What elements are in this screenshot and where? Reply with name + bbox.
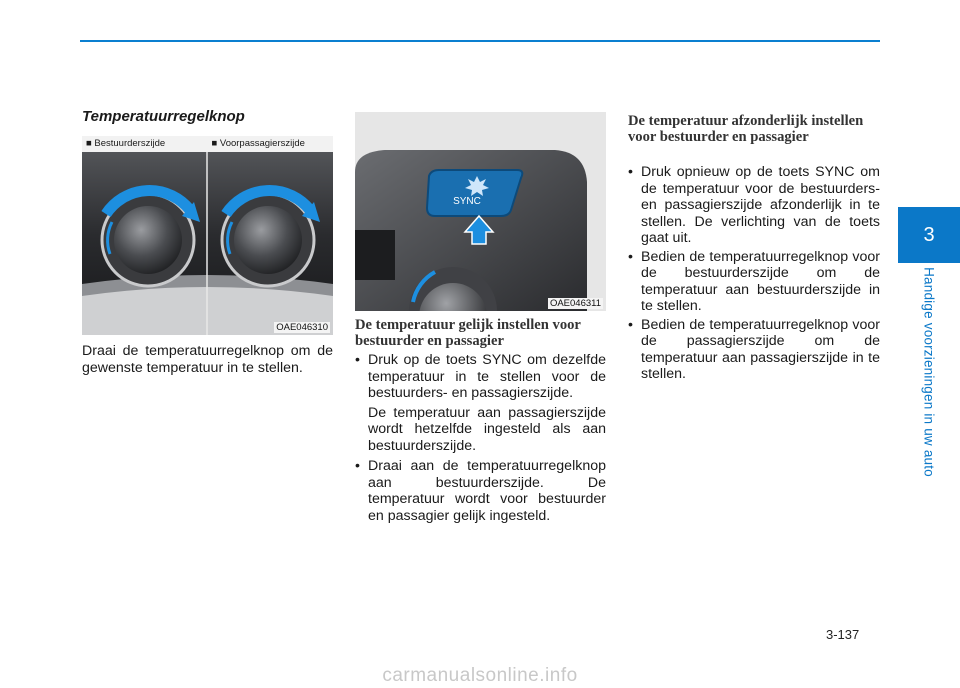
legend-driver-side: ■ Bestuurderszijde bbox=[86, 138, 166, 149]
list-item: • Bedien de temperatuurregelknop voor de bestuurderszijde om de temperatuur aan bestuurderszijde in te stellen. bbox=[628, 249, 880, 315]
list-item: • Bedien de temperatuurregelknop voor de passagierszijde om de temperatuur aan passagierszijde in te stellen. bbox=[628, 317, 880, 383]
chapter-label-text: Handige voorzieningen in uw auto bbox=[921, 267, 937, 477]
figure-sync-button bbox=[355, 112, 606, 311]
sync-same-text bbox=[355, 352, 606, 526]
knobs-illustration bbox=[82, 136, 333, 335]
chapter-side-label bbox=[917, 266, 941, 478]
sync-separate-text bbox=[628, 164, 880, 385]
list-item: • Draai aan de temperatuurregelknop aan bestuurderszijde. De temperatuur wordt voor bestuurder en passagier gelijk ingesteld. bbox=[355, 458, 606, 524]
heading-sync-separate: De temperatuur afzonderlijk instellen voor bestuurder en passagier bbox=[628, 113, 864, 145]
legend-passenger-side: ■ Voorpassagierszijde bbox=[211, 138, 305, 149]
figure-temperature-knobs bbox=[82, 136, 333, 335]
chapter-tab bbox=[898, 207, 960, 263]
figure-legend bbox=[82, 136, 333, 152]
figure-code: OAE046311 bbox=[549, 298, 601, 309]
list-item: • Druk op de toets SYNC om dezelfde temperatuur in te stellen voor de bestuurders- en passagierszijde. bbox=[355, 352, 606, 402]
figure-code: OAE046310 bbox=[276, 322, 328, 333]
heading-sync-same: De temperatuur gelijk instellen voor bestuurder en passagier bbox=[355, 317, 581, 349]
list-item: • Druk opnieuw op de toets SYNC om de temperatuur voor de bestuurders- en passagierszijde afzonderlijk in te stellen. De verlichting van de toets gaat uit. bbox=[628, 164, 880, 247]
sync-illustration bbox=[355, 112, 606, 311]
chapter-number: 3 bbox=[923, 223, 935, 246]
list-item-note: De temperatuur aan passagierszijde wordt hetzelfde ingesteld als aan bestuurderszijde. bbox=[368, 404, 606, 454]
header-rule bbox=[80, 40, 880, 42]
knob-instruction-text: Draai de temperatuurregelknop om de gewenste temperatuur in te stellen. bbox=[82, 343, 333, 376]
watermark: carmanualsonline.info bbox=[382, 665, 578, 686]
section-title: Temperatuurregelknop bbox=[82, 108, 245, 125]
sync-button-label: SYNC bbox=[453, 196, 481, 207]
page-number: 3-137 bbox=[826, 627, 860, 642]
